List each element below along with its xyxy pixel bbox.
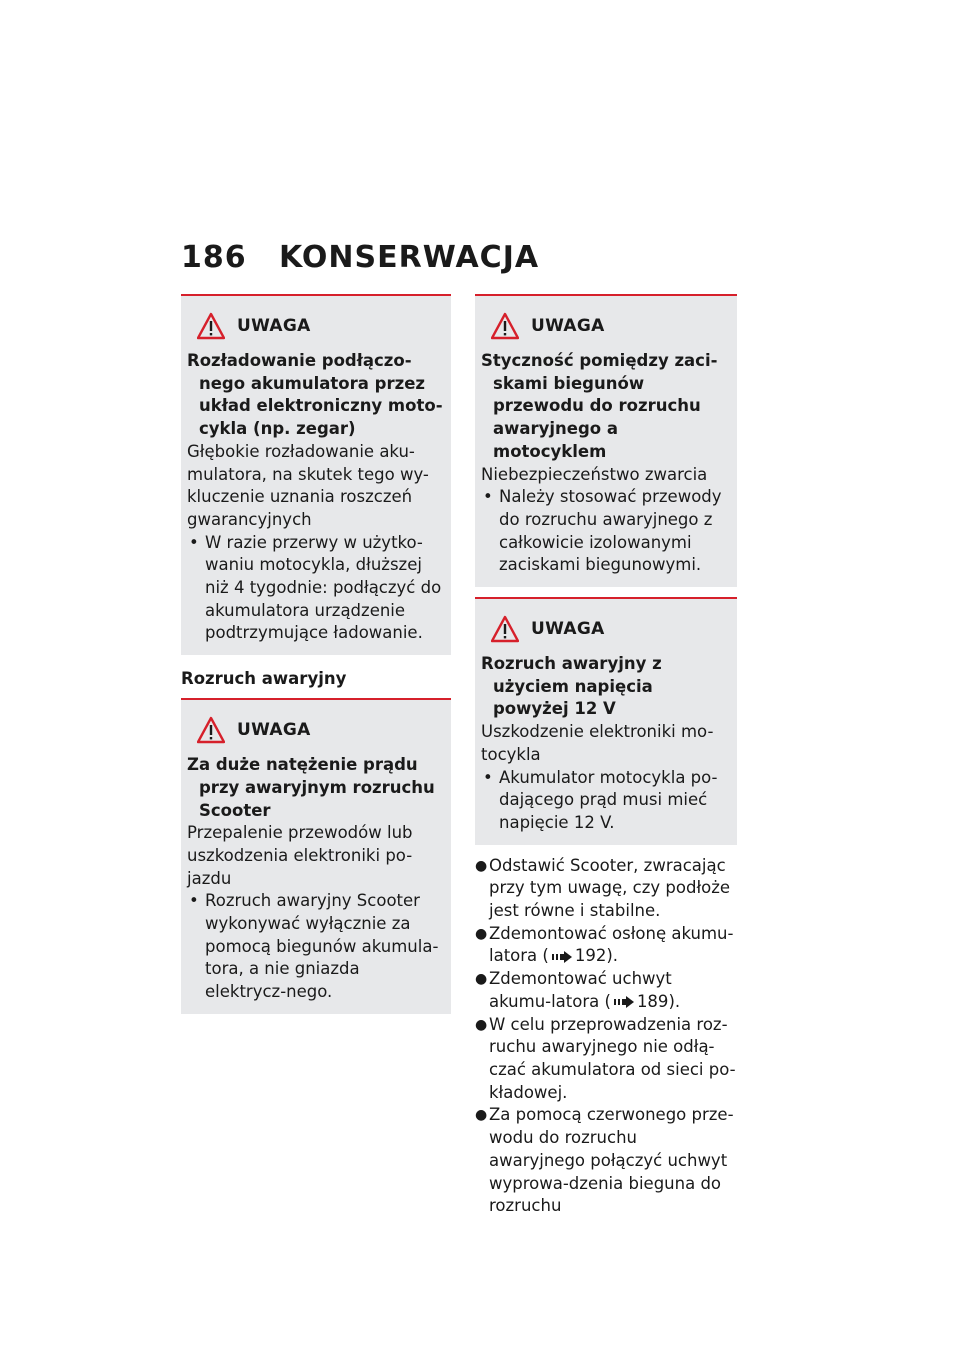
warning-label: UWAGA	[237, 719, 311, 740]
warning-bullet-text: Rozruch awaryjny Scooter wykonywać wyłącznie za pomocą biegunów akumula-tora, a nie gniazda elektrycz-nego.	[205, 891, 439, 1002]
step-item: ● Odstawić Scooter, zwracając przy tym uwagę, czy podłoże jest równe i stabilne.	[475, 855, 737, 923]
step-text-end: ).	[668, 991, 681, 1011]
warning-title: Styczność pomiędzy zaci-skami biegunów przewodu do rozruchu awaryjnego a motocyklem	[481, 351, 718, 461]
step-item: ● Zdemontować osłonę akumu-latora ( 192).	[475, 923, 734, 966]
warning-body: Przepalenie przewodów lub uszkodzenia elektroniki po-jazdu	[187, 823, 413, 888]
page-reference-arrow-icon	[551, 951, 573, 963]
warning-bullet: • Akumulator motocykla po-dającego prąd musi mieć napięcie 12 V.	[481, 767, 729, 835]
step-text: Zdemontować uchwyt akumu-latora (	[489, 969, 672, 1011]
warning-triangle-icon	[491, 312, 519, 340]
warning-bullet: • W razie przerwy w użytko-waniu motocykla, dłuższej niż 4 tygodnie: podłączyć do akumulatora urządzenie podtrzymujące ładowanie.	[187, 532, 443, 646]
warning-triangle-icon	[197, 312, 225, 340]
step-item: ● Zdemontować uchwyt akumu-latora ( 189).	[475, 969, 681, 1011]
warning-label: UWAGA	[531, 618, 605, 639]
warning-body: Głębokie rozładowanie aku-mulatora, na skutek tego wy-kluczenie uznania roszczeń gwarancyjnych	[187, 441, 429, 529]
step-list	[475, 855, 737, 1218]
page-reference[interactable]: 192	[574, 946, 607, 966]
warning-header	[197, 312, 443, 340]
step-text: W celu przeprowadzenia roz-ruchu awaryjnego nie odłą-czać akumulatora od sieci po-kładowej.	[489, 1014, 736, 1102]
warning-label: UWAGA	[531, 315, 605, 336]
section-heading: Rozruch awaryjny	[181, 669, 347, 689]
warning-bullet-text: Należy stosować przewody do rozruchu awaryjnego z całkowicie izolowanymi zaciskami biegunowymi.	[499, 487, 722, 575]
step-text: Zdemontować osłonę akumu-latora (	[489, 923, 734, 966]
warning-box-battery-discharge	[181, 294, 451, 655]
warning-title: Rozruch awaryjny z użyciem napięcia powyżej 12 V	[481, 654, 662, 719]
page-header	[181, 240, 539, 275]
warning-bullet: • Rozruch awaryjny Scooter wykonywać wyłącznie za pomocą biegunów akumula-tora, a nie gniazda elektrycz-nego.	[187, 890, 443, 1004]
step-text-end: ).	[606, 946, 619, 966]
step-text: Odstawić Scooter, zwracając przy tym uwagę, czy podłoże jest równe i stabilne.	[489, 855, 731, 921]
warning-header	[491, 312, 729, 340]
step-item: ● Za pomocą czerwonego prze-wodu do rozruchu awaryjnego połączyć uchwyt wyprowa-dzenia bieguna do rozruchu	[475, 1104, 737, 1218]
warning-triangle-icon	[491, 615, 519, 643]
chapter-title: KONSERWACJA	[279, 240, 540, 275]
left-column	[181, 294, 451, 1014]
warning-label: UWAGA	[237, 315, 311, 336]
step-text: Za pomocą czerwonego prze-wodu do rozruchu awaryjnego połączyć uchwyt wyprowa-dzenia bieguna do rozruchu	[489, 1105, 734, 1216]
warning-box-voltage	[475, 597, 737, 845]
warning-bullet-text: Akumulator motocykla po-dającego prąd musi mieć napięcie 12 V.	[499, 767, 718, 832]
page-reference-arrow-icon	[613, 996, 635, 1008]
warning-title: Za duże natężenie prądu przy awaryjnym rozruchu Scooter	[187, 755, 435, 820]
warning-bullet: • Należy stosować przewody do rozruchu awaryjnego z całkowicie izolowanymi zaciskami biegunowymi.	[481, 486, 729, 577]
warning-body: Niebezpieczeństwo zwarcia	[481, 464, 708, 484]
warning-title: Rozładowanie podłączo-nego akumulatora przez układ elektroniczny moto-cykla (np. zegar)	[187, 351, 443, 439]
warning-header	[197, 716, 443, 744]
warning-box-current	[181, 698, 451, 1014]
page-reference[interactable]: 189	[636, 991, 669, 1011]
warning-bullet-text: W razie przerwy w użytko-waniu motocykla, dłuższej niż 4 tygodnie: podłączyć do akumulatora urządzenie podtrzymujące ładowanie.	[205, 532, 442, 643]
warning-body: Uszkodzenie elektroniki mo-tocykla	[481, 722, 714, 764]
warning-header	[491, 615, 729, 643]
right-column	[475, 294, 737, 1218]
warning-box-clamps	[475, 294, 737, 587]
warning-triangle-icon	[197, 716, 225, 744]
page-number: 186	[181, 240, 247, 275]
step-item: ● W celu przeprowadzenia roz-ruchu awaryjnego nie odłą-czać akumulatora od sieci po-kładowej.	[475, 1014, 737, 1105]
